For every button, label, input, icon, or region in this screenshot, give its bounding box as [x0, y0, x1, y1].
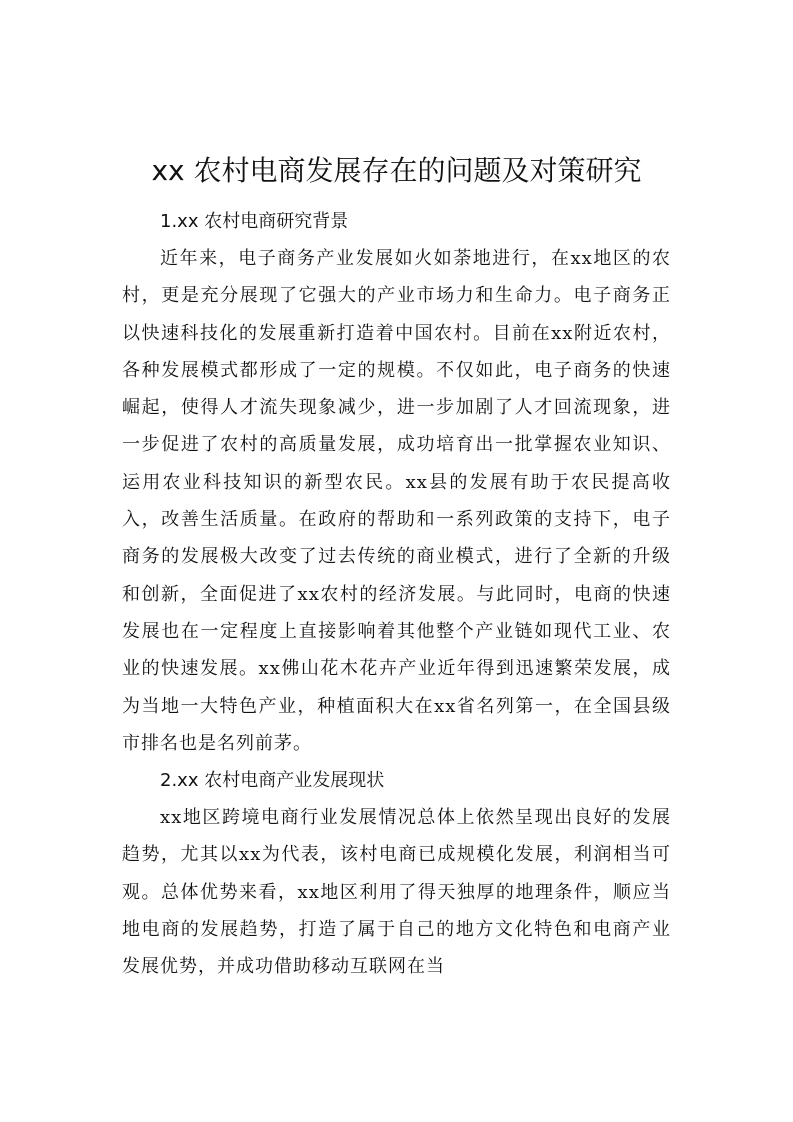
section-paragraph: 近年来，电子商务产业发展如火如荼地进行，在xx地区的农村，更是充分展现了它强大的产业市场力和生命力。电子商务正以快速科技化的发展重新打造着中国农村。目前在xx附近农村，各种发展模式都形成了一定的规模。不仅如此，电子商务的快速崛起，使得人才流失现象减少，进一步加剧了人才回流现象，进一步促进了农村的高质量发展，成功培育出一批掌握农业知识、运用农业科技知识的新型农民。xx县的发展有助于农民提高收入，改善生活质量。在政府的帮助和一系列政策的支持下，电子商务的发展极大改变了过去传统的商业模式，进行了全新的升级和创新，全面促进了xx农村的经济发展。与此同时，电商的快速发展也在一定程度上直接影响着其他整个产业链如现代工业、农业的快速发展。xx佛山花木花卉产业近年得到迅速繁荣发展，成为当地一大特色产业，种植面积大在xx省名列第一，在全国县级市排名也是名列前茅。 — [122, 248, 671, 754]
section-status — [122, 762, 671, 985]
section-paragraph: xx地区跨境电商行业发展情况总体上依然呈现出良好的发展趋势，尤其以xx为代表，该村电商已成规模化发展，利润相当可观。总体优势来看，xx地区利用了得天独厚的地理条件，顺应当地电商的发展趋势，打造了属于自己的地方文化特色和电商产业发展优势，并成功借助移动互联网在当 — [122, 807, 671, 978]
document-body — [122, 203, 671, 986]
section-heading: 2.xx 农村电商产业发展现状 — [160, 770, 385, 792]
document-title: xx 农村电商发展存在的问题及对策研究 — [151, 154, 642, 187]
section-heading: 1.xx 农村电商研究背景 — [160, 211, 349, 232]
section-background — [122, 203, 671, 762]
